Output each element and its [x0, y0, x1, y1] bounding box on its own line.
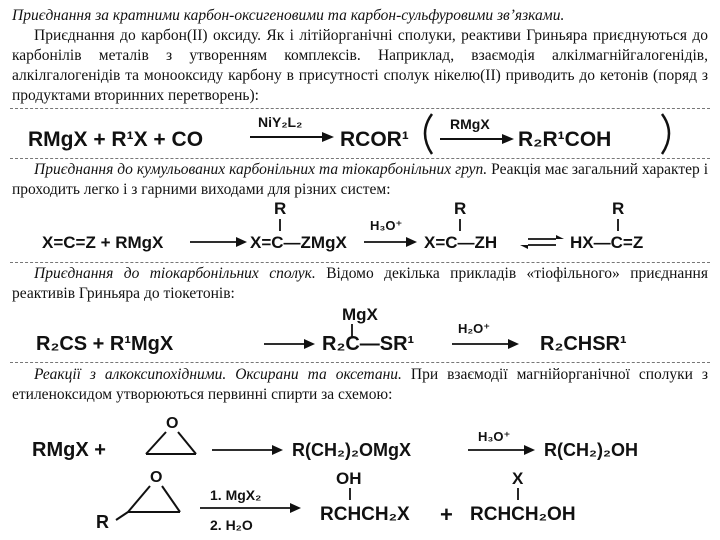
thiocarbonyl-title: Приєднання до тіокарбонільних сполук.: [34, 265, 316, 282]
equation-thioketone: [0, 302, 720, 356]
eq1-paren-right: [662, 114, 669, 154]
divider: [10, 262, 710, 263]
oxirane-paragraph: [12, 365, 708, 405]
eq2-r3: R: [612, 199, 625, 218]
eq5-x-label: X: [512, 469, 524, 488]
eq5-product2: RCHCH₂OH: [470, 504, 576, 525]
eq4-reactant: RMgX +: [32, 439, 106, 461]
thiocarbonyl-text: Відомо декілька прикладів «тіофільного» приєднання реактивів Гриньяра до тіокетонів:: [12, 265, 708, 302]
thiocarbonyl-paragraph: [12, 264, 708, 304]
eq5-oh-label: OH: [336, 469, 362, 488]
cumulated-text: Реакція має загальний характер і проходить легко і з гарними виходами для різних систем:: [12, 161, 709, 198]
eq3-intermediate: R₂C—SR¹: [322, 333, 415, 355]
equation-epoxide-opening: [0, 410, 720, 466]
eq5-step2: 2. H₂O: [210, 517, 253, 533]
eq3-top-label: MgX: [342, 305, 378, 324]
divider: [10, 108, 710, 109]
eq1-product: RCOR¹: [340, 128, 409, 151]
eq2-reactant: X=C=Z + RMgX: [42, 233, 164, 252]
equation-epoxide-isomerization: [0, 466, 720, 538]
eq4-reagent: H₃O⁺: [478, 429, 511, 444]
eq5-plus: +: [440, 502, 453, 527]
eq5-r-label: R: [96, 512, 109, 532]
eq5-o-label: O: [150, 469, 163, 486]
eq2-reagent: H₃O⁺: [370, 218, 403, 233]
eq2-product2: HX—C=Z: [570, 233, 644, 252]
eq1-paren-left: [425, 114, 432, 154]
eq2-r1: R: [274, 199, 287, 218]
divider: [10, 362, 710, 363]
eq1-catalyst: NiY₂L₂: [258, 114, 303, 130]
cumulated-title: Приєднання до кумульованих карбонільних та тіокарбонільних груп.: [34, 161, 488, 178]
eq1-left: RMgX + R¹X + CO: [28, 128, 204, 151]
eq5-step1: 1. MgX₂: [210, 487, 262, 503]
eq2-product1: X=C—ZH: [424, 233, 498, 252]
oxirane-text: При взаємодії магнійорганічної сполуки з етиленоксидом утворюються первинні спирти за схемою:: [12, 366, 708, 403]
eq3-reagent: H₂O⁺: [458, 321, 491, 336]
intro-paragraph: Приєднання до карбон(ІІ) оксиду. Як і літійорганічні сполуки, реактиви Гриньяра приєднуються до карбонілів металів з утворенням комплексів. Наприклад, взаємодія алкілмагнійгалогенідів, алкілгалогенідів та монооксиду карбону в присутності сполук нікелю(ІІ) приводить до кетонів (поряд з продуктами вторинних перетворень):: [12, 27, 708, 104]
cumulated-paragraph: [12, 160, 708, 200]
eq2-r2: R: [454, 199, 467, 218]
oxirane-title: Реакції з алкоксипохідними. Оксирани та оксетани.: [34, 366, 402, 383]
divider: [10, 158, 710, 159]
eq5-product1: RCHCH₂X: [320, 504, 410, 525]
eq4-intermediate: R(CH₂)₂OMgX: [292, 440, 411, 460]
eq4-product: R(CH₂)₂OH: [544, 440, 638, 460]
eq4-o-label: O: [166, 415, 179, 432]
eq1-paren-reagent: RMgX: [450, 116, 490, 132]
eq3-product: R₂CHSR¹: [540, 333, 627, 355]
eq1-paren-product: R₂R¹COH: [518, 128, 612, 151]
equation-co-addition: [0, 110, 720, 156]
equation-cumulated: [0, 198, 720, 260]
eq3-reactant: R₂CS + R¹MgX: [36, 333, 174, 355]
eq2-intermediate: X=C—ZMgX: [250, 233, 347, 252]
section-heading: Приєднання за кратними карбон-оксигеновими та карбон-сульфуровими зв’язками.: [12, 7, 565, 24]
